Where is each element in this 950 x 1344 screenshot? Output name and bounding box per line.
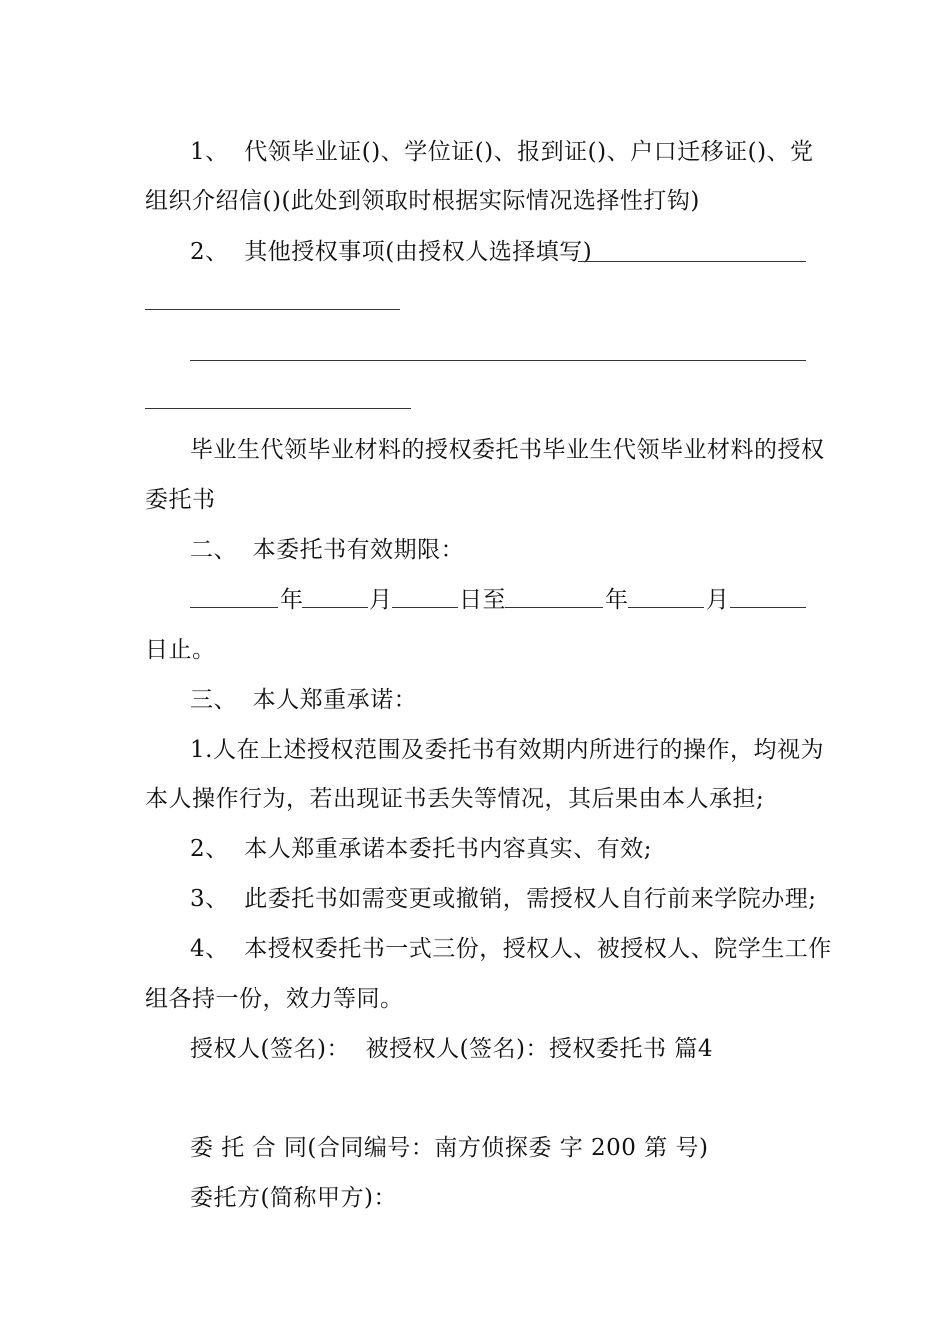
date-year-2-label: 年 [605,587,629,613]
contract-title: 委 托 合 同(合同编号：南方侦探委 字 200 第 号) [190,1135,709,1161]
section3-heading: 三、 本人郑重承诺： [190,687,418,713]
signature-line: 授权人(签名)： 被授权人(签名)：授权委托书 篇4 [190,1036,713,1062]
date-end-label: 日止。 [145,637,216,663]
date-day-to-label: 日至 [459,587,506,613]
promise1-line1: 1.人在上述授权范围及委托书有效期内所进行的操作，均视为 [190,737,824,763]
date-year-1-label: 年 [280,587,304,613]
blank-year-1 [190,607,278,608]
promise3: 3、 此委托书如需变更或撤销，需授权人自行前来学院办理; [190,886,817,912]
section2-heading: 二、 本委托书有效期限： [190,537,465,563]
promise4-line1: 4、 本授权委托书一式三份，授权人、被授权人、院学生工作 [190,936,832,962]
blank-month-1 [302,607,368,608]
promise1-line2: 本人操作行为，若出现证书丢失等情况，其后果由本人承担; [145,786,765,812]
item2-line1: 2、 其他授权事项(由授权人选择填写) [190,239,593,265]
promise4-line2: 组各持一份，效力等同。 [145,986,404,1012]
item1-line1: 1、 代领毕业证()、学位证()、报到证()、户口迁移证()、党 [190,139,814,165]
date-month-1-label: 月 [369,587,393,613]
blank-day-2 [730,607,806,608]
blank-day-1 [392,607,458,608]
blank-month-2 [628,607,704,608]
client-line: 委托方(简称甲方)： [190,1185,397,1211]
blank-year-2 [505,607,603,608]
fill-in-rule-4 [145,408,411,409]
date-month-2-label: 月 [706,587,730,613]
promise2: 2、 本人郑重承诺本委托书内容真实、有效; [190,836,653,862]
title-line2: 委托书 [145,487,216,513]
fill-in-rule-3 [190,360,806,361]
fill-in-rule-1 [578,261,806,262]
title-line1: 毕业生代领毕业材料的授权委托书毕业生代领毕业材料的授权 [190,437,825,463]
fill-in-rule-2 [145,309,400,310]
item1-line2: 组织介绍信()(此处到领取时根据实际情况选择性打钩) [145,188,700,214]
